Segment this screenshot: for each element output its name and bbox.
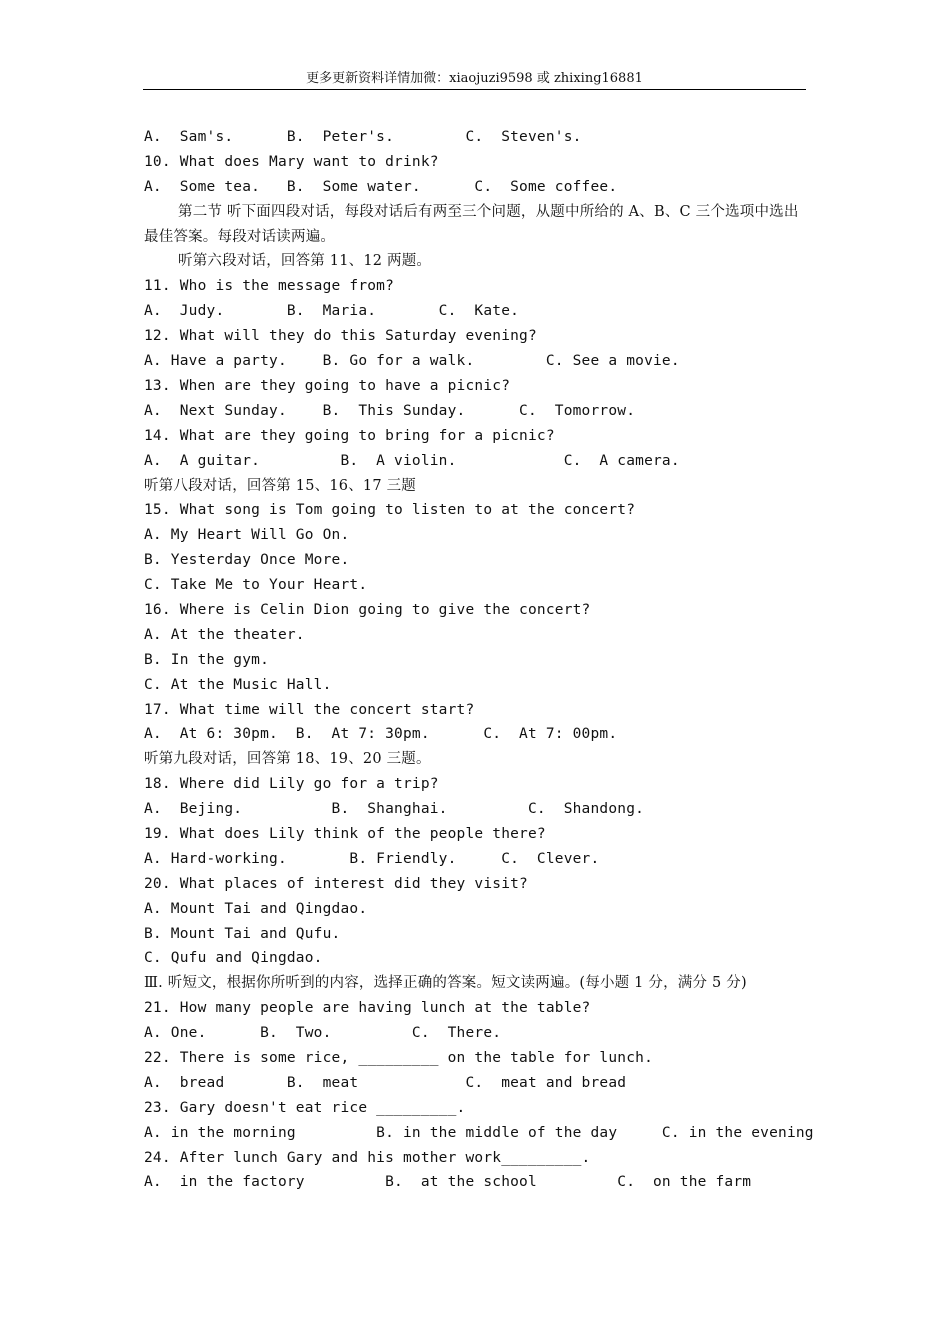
q19-question: 19. What does Lily think of the people there? (144, 825, 546, 842)
q20-question: 20. What places of interest did they visit? (144, 875, 528, 892)
q13-question: 13. When are they going to have a picnic? (144, 377, 511, 394)
q18-question: 18. Where did Lily go for a trip? (144, 776, 439, 793)
section-3-instructions: Ⅲ. 听短文，根据你所听到的内容，选择正确的答案。短文读两遍。(每小题 1 分，满分 5 分) (144, 975, 747, 992)
q16-question: 16. Where is Celin Dion going to give the concert? (144, 601, 591, 618)
q12-question: 12. What will they do this Saturday evening? (144, 328, 537, 345)
q24-question: 24. After lunch Gary and his mother work_________. (144, 1149, 591, 1166)
q16-option-b: B. In the gym. (144, 651, 270, 668)
q16-option-a: A. At the theater. (144, 626, 305, 643)
header-divider (143, 89, 806, 90)
dialogue-6-instruction: 听第六段对话，回答第 11、12 两题。 (178, 253, 432, 270)
q21-options: A. One. B. Two. C. There. (144, 1025, 502, 1042)
q17-options: A. At 6: 30pm. B. At 7: 30pm. C. At 7: 00pm. (144, 726, 618, 743)
q15-option-a: A. My Heart Will Go On. (144, 527, 350, 544)
q10-question: 10. What does Mary want to drink? (144, 153, 439, 170)
q9-options: A. Sam's. B. Peter's. C. Steven's. (144, 129, 582, 145)
q22-question: 22. There is some rice, _________ on the table for lunch. (144, 1050, 653, 1066)
q12-options: A. Have a party. B. Go for a walk. C. See a movie. (144, 353, 680, 370)
q15-option-b: B. Yesterday Once More. (144, 552, 350, 569)
q24-options: A. in the factory B. at the school C. on the farm (144, 1174, 752, 1191)
q11-options: A. Judy. B. Maria. C. Kate. (144, 303, 520, 320)
page-header: 更多更新资料详情加微：xiaojuzi9598 或 zhixing16881 (306, 71, 643, 86)
q20-option-b: B. Mount Tai and Qufu. (144, 925, 341, 942)
q11-question: 11. Who is the message from? (144, 278, 395, 295)
q14-question: 14. What are they going to bring for a picnic? (144, 427, 555, 444)
dialogue-8-instruction: 听第八段对话，回答第 15、16、17 三题 (144, 477, 416, 494)
q19-options: A. Hard-working. B. Friendly. C. Clever. (144, 850, 600, 867)
q20-option-a: A. Mount Tai and Qingdao. (144, 900, 368, 917)
q18-options: A. Bejing. B. Shanghai. C. Shandong. (144, 801, 645, 818)
q23-options: A. in the morning B. in the middle of the day C. in the evening (144, 1124, 814, 1141)
section-2-instructions: 第二节 听下面四段对话，每段对话后有两至三个问题，从题中所给的 A、B、C 三个选项中选出最佳答案。每段对话读两遍。 (144, 203, 799, 245)
q20-option-c: C. Qufu and Qingdao. (144, 950, 323, 967)
q17-question: 17. What time will the concert start? (144, 701, 475, 718)
q15-question: 15. What song is Tom going to listen to at the concert? (144, 502, 636, 519)
q22-options: A. bread B. meat C. meat and bread (144, 1074, 627, 1091)
dialogue-9-instruction: 听第九段对话，回答第 18、19、20 三题。 (144, 751, 431, 768)
q13-options: A. Next Sunday. B. This Sunday. C. Tomorrow. (144, 402, 636, 419)
q10-options: A. Some tea. B. Some water. C. Some coffee. (144, 178, 618, 195)
q23-question: 23. Gary doesn't eat rice _________. (144, 1099, 466, 1116)
q21-question: 21. How many people are having lunch at the table? (144, 1000, 591, 1017)
q15-option-c: C. Take Me to Your Heart. (144, 577, 368, 594)
q16-option-c: C. At the Music Hall. (144, 676, 332, 693)
q14-options: A. A guitar. B. A violin. C. A camera. (144, 452, 680, 469)
exam-content (144, 125, 814, 1195)
